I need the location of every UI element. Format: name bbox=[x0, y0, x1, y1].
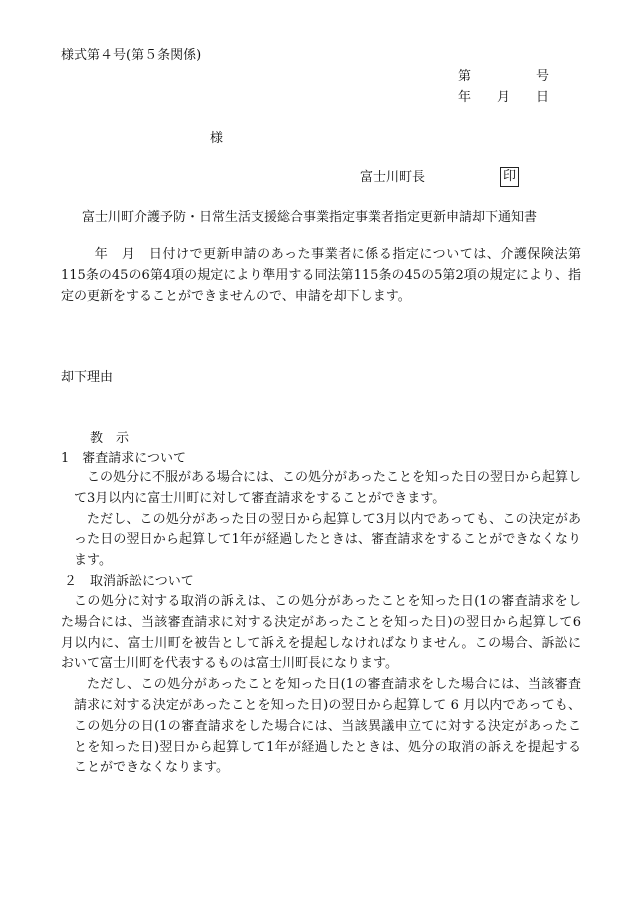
document-number-label: 第 号 bbox=[458, 69, 550, 84]
body-paragraph bbox=[61, 245, 581, 307]
issuer-name: 富士川町長 bbox=[360, 170, 426, 185]
section2-body bbox=[61, 592, 581, 779]
section2-paragraph-2: ただし、この処分があったことを知った日(1の審査請求をした場合には、当該審査請求に対する決定があったことを知った日)の翌日から起算して 6 月以内であっても、この処分の日(1の審査請求をした場合には、当該異議申立てに対する決定があったことを知った日)翌日から起算して1年が経過したときは、処分の取消の訴えを提起することができなくなります。 bbox=[74, 677, 581, 776]
seal-label: 印 bbox=[500, 167, 519, 187]
section1-body bbox=[61, 468, 581, 572]
notice-heading: 教 示 bbox=[90, 431, 130, 446]
seal-mark bbox=[500, 167, 519, 187]
body-text: 年 月 日付けで更新申請のあった事業者に係る指定については、介護保険法第115条の45の6第4項の規定により準用する同法第115条の45の5第2項の規定により、指定の更新をすることができませんので、申請を却下します。 bbox=[61, 247, 581, 304]
section2-title: ２ 取消訴訟について bbox=[64, 574, 194, 589]
document-title: 富士川町介護予防・日常生活支援総合事業指定事業者指定更新申請却下通知書 bbox=[82, 210, 538, 225]
addressee-suffix: 様 bbox=[210, 131, 224, 146]
date-label: 年 月 日 bbox=[458, 90, 550, 105]
rejection-reason-label: 却下理由 bbox=[61, 370, 114, 385]
section1-title: 1 審査請求について bbox=[61, 451, 187, 466]
section2-paragraph-1: この処分に対する取消の訴えは、この処分があったことを知った日(1の審査請求をした場合には、当該審査請求に対する決定があったことを知った日)の翌日から起算して6月以内に、富士川町を被告として訴えを提起しなければなりません。この場合、訴訟において富士川町を代表するものは富士川町長になります。 bbox=[61, 594, 581, 672]
section1-paragraph-1: この処分に不服がある場合には、この処分があったことを知った日の翌日から起算して3月以内に富士川町に対して審査請求をすることができます。 bbox=[74, 470, 581, 506]
section1-paragraph-2: ただし、この処分があった日の翌日から起算して3月以内であっても、この決定があった日の翌日から起算して1年が経過したときは、審査請求をすることができなくなります。 bbox=[74, 511, 581, 569]
form-number: 様式第４号(第５条関係) bbox=[61, 48, 202, 63]
